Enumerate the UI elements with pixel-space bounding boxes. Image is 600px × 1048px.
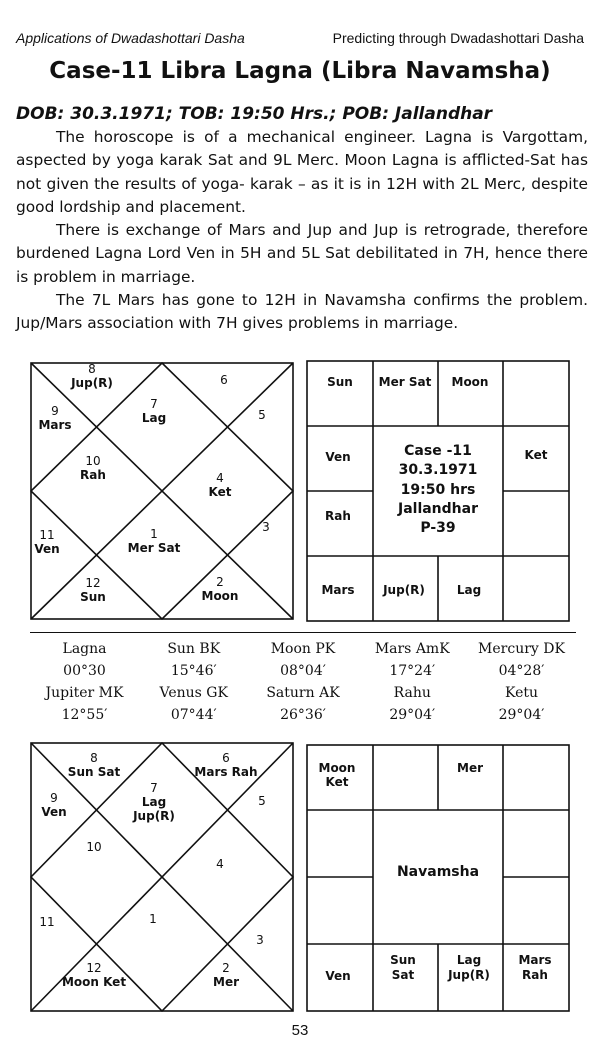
planet-degree: 04°28′ — [498, 663, 545, 679]
planet-degree: 00°30 — [63, 663, 106, 679]
house-planets: Sun — [80, 590, 106, 604]
planet-name: Mars AmK — [374, 641, 450, 657]
house-number: 9 — [50, 791, 58, 805]
chart-caption: P-39 — [420, 520, 456, 536]
planet-name: Venus GK — [159, 685, 228, 701]
running-header-left: Applications of Dwadashottari Dasha — [16, 30, 245, 46]
chart-caption: 19:50 hrs — [400, 482, 476, 498]
cancer-cell: Ket — [524, 448, 548, 462]
house-planets: Jup(R) — [71, 376, 113, 390]
planet-degree: 12°55′ — [61, 707, 108, 723]
house-planets: Moon Ket — [61, 975, 127, 989]
planet-degree: 17°24′ — [389, 663, 436, 679]
sagittarius-cell: Mars — [321, 583, 355, 597]
scorpio-cell: Sun — [390, 953, 416, 967]
case-title: Case-11 Libra Lagna (Libra Navamsha) — [49, 58, 551, 84]
planet-cell — [139, 638, 248, 682]
paragraph: The horoscope is of a mechanical engineer. Lagna is Vargottam, aspected by yoga karak Sat and 9L Merc. Moon Lagna is afflicted-Sat has not given the results of yoga- karak – as it is in 12H with 2L Merc, despite good lordship and placement. — [16, 128, 588, 216]
house-number: 5 — [258, 794, 266, 808]
house-number: 3 — [256, 933, 264, 947]
planet-cell — [249, 638, 358, 682]
page-number: 53 — [291, 1022, 309, 1039]
house-number: 10 — [86, 840, 102, 854]
house-number: 2 — [222, 961, 230, 975]
house-planets: Lag — [141, 411, 167, 425]
planet-name: Jupiter MK — [45, 685, 124, 701]
libra-cell: Jup(R) — [448, 968, 490, 982]
pisces-cell: Sun — [327, 375, 353, 389]
house-planets: Sun Sat — [67, 765, 121, 779]
planet-degree: 07°44′ — [170, 707, 217, 723]
house-planets: Ven — [41, 805, 67, 819]
chart-caption: Navamsha — [396, 864, 480, 880]
planet-name: Mercury DK — [478, 641, 565, 657]
house-planets: Ket — [208, 485, 232, 499]
chart-caption: Jallandhar — [397, 501, 479, 517]
house-planets: Moon — [201, 589, 239, 603]
planet-name: Moon PK — [270, 641, 336, 657]
house-planets: Ven — [34, 542, 60, 556]
scorpio-cell: Sat — [391, 968, 415, 982]
planet-name: Rahu — [393, 685, 431, 701]
house-number: 6 — [220, 373, 228, 387]
capricorn-cell: Rah — [325, 509, 351, 523]
navamsha-chart-north — [30, 742, 294, 1012]
libra-cell: Lag — [456, 583, 482, 597]
house-planets: Jup(R) — [133, 809, 175, 823]
planet-longitude-table — [30, 632, 576, 726]
planet-cell — [30, 682, 139, 726]
house-number: 8 — [90, 751, 98, 765]
table-row — [30, 682, 576, 726]
house-number: 12 — [86, 961, 102, 975]
planet-cell — [30, 638, 139, 682]
planet-degree: 08°04′ — [280, 663, 326, 679]
planet-cell — [358, 682, 467, 726]
virgo-cell: Mars — [518, 953, 552, 967]
house-number: 3 — [262, 520, 270, 534]
navamsha-chart-south — [306, 744, 570, 1012]
sagittarius-cell: Ven — [325, 969, 351, 983]
house-number: 8 — [88, 362, 96, 376]
pisces-cell: Ket — [325, 775, 349, 789]
birth-details: DOB: 30.3.1971; TOB: 19:50 Hrs.; POB: Jallandhar — [16, 104, 493, 124]
house-number: 4 — [216, 471, 224, 485]
planet-name: Lagna — [62, 641, 107, 657]
virgo-cell: Rah — [522, 968, 548, 982]
planet-cell — [249, 682, 358, 726]
libra-cell: Lag — [456, 953, 482, 967]
house-number: 11 — [39, 915, 55, 929]
house-planets: Mars — [38, 418, 72, 432]
paragraph: The 7L Mars has gone to 12H in Navamsha confirms the problem. Jup/Mars association with 7H gives problems in marriage. — [16, 291, 588, 333]
table-row — [30, 638, 576, 682]
house-number: 6 — [222, 751, 230, 765]
house-planets: Mer Sat — [127, 541, 181, 555]
planet-degree: 26°36′ — [280, 707, 326, 723]
planet-cell — [467, 682, 576, 726]
aries-cell: Mer Sat — [378, 375, 432, 389]
rasi-chart-south — [306, 360, 570, 622]
house-number: 2 — [216, 575, 224, 589]
house-planets: Lag — [141, 795, 167, 809]
house-number: 9 — [51, 404, 59, 418]
house-number: 12 — [85, 576, 101, 590]
house-number: 1 — [150, 527, 158, 541]
rasi-chart-north — [30, 362, 294, 620]
aquarius-cell: Ven — [325, 450, 351, 464]
taurus-cell: Mer — [457, 761, 483, 775]
planet-cell — [358, 638, 467, 682]
planet-cell — [467, 638, 576, 682]
house-number: 1 — [149, 912, 157, 926]
house-number: 4 — [216, 857, 224, 871]
planet-name: Saturn AK — [266, 685, 340, 701]
planet-degree: 29°04′ — [389, 707, 436, 723]
planet-cell — [139, 682, 248, 726]
house-planets: Mars Rah — [194, 765, 258, 779]
house-planets: Mer — [213, 975, 239, 989]
house-number: 10 — [85, 454, 101, 468]
planet-degree: 29°04′ — [498, 707, 545, 723]
chart-caption: Case -11 — [404, 443, 472, 459]
house-number: 7 — [150, 397, 158, 411]
house-number: 7 — [150, 781, 158, 795]
planet-name: Sun BK — [167, 641, 221, 657]
paragraph: There is exchange of Mars and Jup and Jup is retrograde, therefore burdened Lagna Lord Ven in 5H and 5L Sat debilitated in 7H, hence there is problem in marriage. — [16, 221, 588, 286]
house-planets: Rah — [80, 468, 106, 482]
pisces-cell: Moon — [318, 761, 356, 775]
chart-caption: 30.3.1971 — [398, 462, 478, 478]
planet-name: Ketu — [504, 685, 538, 701]
house-number: 5 — [258, 408, 266, 422]
house-number: 11 — [39, 528, 55, 542]
taurus-cell: Moon — [451, 375, 489, 389]
running-header-right: Predicting through Dwadashottari Dasha — [332, 30, 584, 46]
planet-degree: 15°46′ — [170, 663, 217, 679]
scorpio-cell: Jup(R) — [383, 583, 425, 597]
case-description — [16, 126, 588, 336]
